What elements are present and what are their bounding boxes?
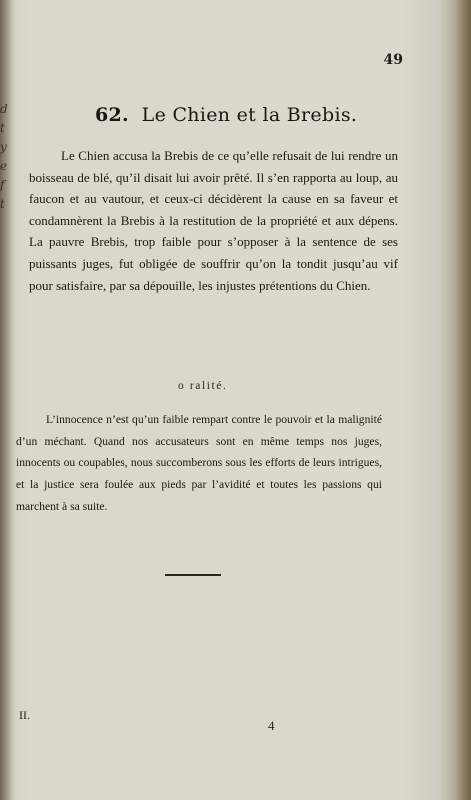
margin-letter: f [0, 178, 5, 192]
moral-text: L’innocence n’est qu’un faible rempart contre le pouvoir et la malignité d’un méchant. Quand nos accusateurs sont en même temps nos juges, innocents ou coupables, nous succomberons sous les efforts de leurs intrigues, et la justice sera foulée aux pieds par l’avidité et toutes les passions qui marchent à sa suite. [16, 413, 382, 513]
fable-title-text: Le Chien et la Brebis. [141, 104, 358, 126]
section-divider [165, 574, 221, 576]
page-number: 49 [383, 52, 403, 68]
fable-body: Le Chien accusa la Brebis de ce qu’elle refusait de lui rendre un boisseau de blé, qu’il disait lui avoir prêté. Il s’en rapporta au loup, au faucon et au vautour, et ceux-ci décidèrent la cause en sa faveur et condamnèrent la Brebis à la restitution de la propriété et aux dépens. La pauvre Brebis, trop faible pour s’opposer à la sentence de ses puissants juges, fut obligée de souffrir qu’on la tondit jusqu’au vif pour satisfaire, par sa dépouille, les injustes prétentions du Chien. [29, 148, 398, 293]
margin-letter: y [0, 140, 7, 154]
fable-number: 62. [95, 104, 129, 126]
margin-letter: e [0, 159, 8, 173]
margin-letter: d [0, 102, 8, 116]
margin-letter: t [0, 121, 5, 135]
signature-number: 4 [268, 718, 275, 733]
facing-page-margin [0, 100, 10, 214]
moral-heading: o ralité. [178, 380, 228, 392]
signature-mark: II. [19, 708, 30, 722]
fable-title [95, 104, 358, 126]
margin-letter: t [0, 197, 5, 211]
